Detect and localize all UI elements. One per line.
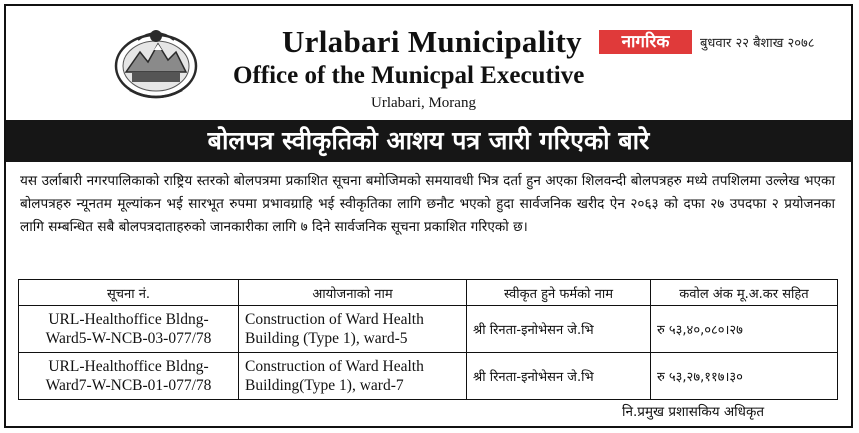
municipal-emblem-icon [112, 22, 200, 100]
address: Urlabari, Morang [371, 95, 476, 111]
project-cell [239, 353, 467, 400]
paragraph-line: यस उर्लाबारी नगरपालिकाको राष्ट्रिय स्तरको बोलपत्रमा प्रकाशित सूचना बमोजिमको समयावधी भित्र दर्ता हुन अएका शिलवन्दी बोलपत्रहरु [20, 173, 682, 189]
table-header-row [19, 280, 838, 306]
notice-no-cell [19, 353, 239, 400]
paragraph-line: सार्वजनिक सूचना प्रकाशित गरिएको छ। [334, 219, 528, 235]
notice-no-line: URL-Healthoffice Bldng- [48, 358, 209, 375]
project-line: Building(Type 1), ward-7 [245, 377, 404, 394]
project-line: Construction of Ward Health [245, 358, 424, 375]
signature-designation: नि.प्रमुख प्रशासकिय अधिकृत [622, 404, 765, 420]
paragraph-line: सार्वजनिक खरीद ऐन २०६३ को दफा २७ उपदफा २ प्रयोजनका लागि सम्बन्धित सबै बोलपत्रदाताहरुको जानकारीका लागि ७ दिने [20, 196, 835, 235]
col-notice-no: सूचना नं. [19, 280, 239, 306]
notice-no-line: URL-Healthoffice Bldng- [48, 311, 209, 328]
project-line: Building (Type 1), ward-5 [245, 330, 408, 347]
col-bid-amount: कवोल अंक मू.अ.कर सहित [651, 280, 838, 306]
col-project-name: आयोजनाको नाम [239, 280, 467, 306]
notice-heading: बोलपत्र स्वीकृतिको आशय पत्र जारी गरिएको बारे [6, 120, 851, 162]
municipality-title: Urlabari Municipality [282, 24, 582, 59]
publication-date: बुधवार २२ बैशाख २०७८ [700, 36, 815, 51]
office-title: Office of the Municpal Executive [233, 62, 585, 89]
col-firm-name: स्वीकृत हुने फर्मको नाम [467, 280, 651, 306]
notice-no-line: Ward5-W-NCB-03-077/78 [45, 330, 212, 347]
amount-cell: रु ५३,४०,०८०।२७ [651, 306, 838, 353]
paragraph-line: मध्ये तपशिलमा उल्लेख भएका बोलपत्रहरु न्यूनतम मूल्यांकन भई सारभूत रुपमा प्रभावग्राहि भई स्वीकृतिका लागि छनौट भएको हुदा [20, 173, 835, 212]
notice-no-line: Ward7-W-NCB-01-077/78 [45, 377, 212, 394]
amount-cell: रु ५३,२७,११७।३० [651, 353, 838, 400]
tender-table [18, 279, 838, 400]
notice-paragraph [20, 170, 835, 239]
project-cell [239, 306, 467, 353]
firm-cell: श्री रिनता-इनोभेसन जे.भि [467, 306, 651, 353]
table-row [19, 353, 838, 400]
newspaper-tag: नागरिक [599, 30, 692, 54]
project-line: Construction of Ward Health [245, 311, 424, 328]
notice-no-cell [19, 306, 239, 353]
firm-cell: श्री रिनता-इनोभेसन जे.भि [467, 353, 651, 400]
table-row [19, 306, 838, 353]
